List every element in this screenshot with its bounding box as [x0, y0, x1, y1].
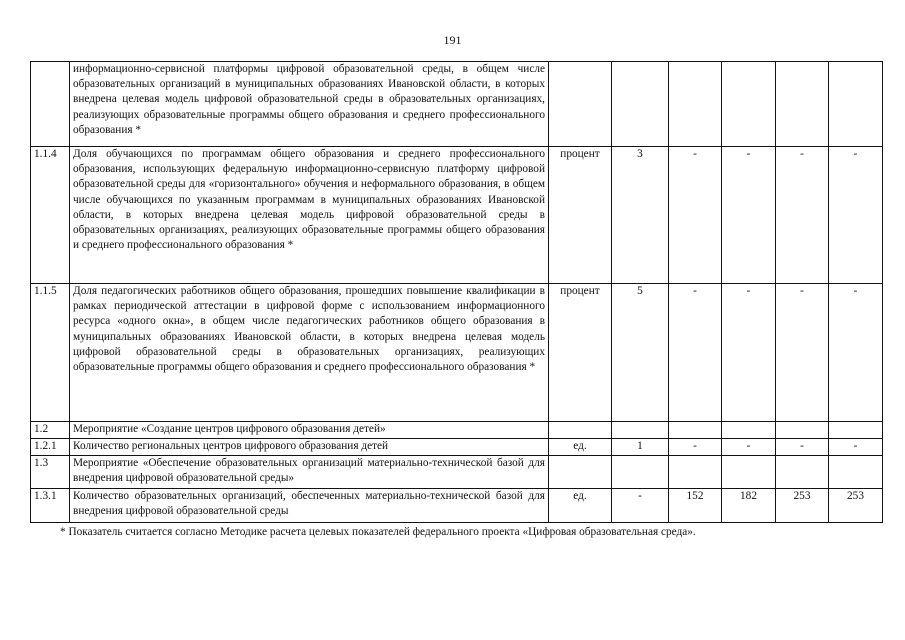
indicators-table	[30, 61, 883, 523]
year-2-value-cell	[722, 456, 776, 489]
unit-cell	[549, 456, 612, 489]
year-1-value-cell: 152	[669, 489, 722, 523]
row-number	[31, 62, 70, 147]
year-4-value-cell: -	[829, 284, 883, 422]
base-value-cell	[612, 62, 669, 147]
row-number: 1.1.5	[31, 284, 70, 422]
unit-cell: ед.	[549, 439, 612, 456]
unit-cell: процент	[549, 284, 612, 422]
unit-cell	[549, 422, 612, 439]
row-number: 1.3	[31, 456, 70, 489]
table-row	[31, 456, 883, 489]
year-2-value-cell: -	[722, 439, 776, 456]
base-value-cell: 3	[612, 147, 669, 284]
base-value-cell: 5	[612, 284, 669, 422]
base-value-cell: 1	[612, 439, 669, 456]
year-4-value-cell	[829, 422, 883, 439]
indicator-text: Доля обучающихся по программам общего образования и среднего профессионального образования, использующих федеральную информационно-сервисную платформу цифровой образовательной среды для «горизонтального» обучения и неформального образования, в общем числе обучающихся по указанным программам в муниципальных образованиях Ивановской области, в которых внедрена целевая модель цифровой образовательной среды в образовательных организациях, реализующих образовательные программы общего образования и среднего профессионального образования *	[70, 147, 549, 284]
unit-cell: процент	[549, 147, 612, 284]
year-4-value-cell: -	[829, 439, 883, 456]
indicator-text: Доля педагогических работников общего образования, прошедших повышение квалификации в рамках периодической аттестации в цифровой форме с использованием информационного ресурса «одного окна», в общем числе педагогических работников общего образования в муниципальных образованиях Ивановской области, в которых внедрена целевая модель цифровой образовательной среды в образовательных организациях, реализующих образовательные программы общего образования и среднего профессионального образования *	[70, 284, 549, 422]
base-value-cell: -	[612, 489, 669, 523]
row-number: 1.1.4	[31, 147, 70, 284]
year-2-value-cell: -	[722, 147, 776, 284]
table-row	[31, 62, 883, 147]
footnote: * Показатель считается согласно Методике расчета целевых показателей федерального проекта «Цифровая образовательная среда».	[60, 526, 696, 538]
year-4-value-cell	[829, 456, 883, 489]
table-row	[31, 489, 883, 523]
page-number: 191	[443, 33, 462, 47]
year-1-value-cell: -	[669, 147, 722, 284]
year-1-value-cell	[669, 62, 722, 147]
year-2-value-cell	[722, 62, 776, 147]
base-value-cell	[612, 422, 669, 439]
row-number: 1.3.1	[31, 489, 70, 523]
activity-text: Мероприятие «Создание центров цифрового образования детей»	[70, 422, 549, 439]
table-row	[31, 422, 883, 439]
year-4-value-cell	[829, 62, 883, 147]
table-row	[31, 284, 883, 422]
year-3-value-cell: -	[776, 284, 829, 422]
year-1-value-cell	[669, 456, 722, 489]
indicator-text: информационно-сервисной платформы цифровой образовательной среды, в общем числе образовательных организаций в муниципальных образованиях Ивановской области, в которых внедрена целевая модель цифровой образовательной среды в образовательных организациях, реализующих образовательные программы общего образования и среднего профессионального образования *	[70, 62, 549, 147]
year-3-value-cell: -	[776, 147, 829, 284]
year-2-value-cell	[722, 422, 776, 439]
year-2-value-cell: -	[722, 284, 776, 422]
year-3-value-cell: -	[776, 439, 829, 456]
year-1-value-cell	[669, 422, 722, 439]
year-1-value-cell: -	[669, 284, 722, 422]
unit-cell: ед.	[549, 489, 612, 523]
indicator-text: Количество образовательных организаций, обеспеченных материально-технической базой для внедрения цифровой образовательной среды	[70, 489, 549, 523]
unit-cell	[549, 62, 612, 147]
year-3-value-cell	[776, 62, 829, 147]
activity-text: Мероприятие «Обеспечение образовательных организаций материально-технической базой для внедрения цифровой образовательной среды»	[70, 456, 549, 489]
table-row	[31, 147, 883, 284]
year-4-value-cell: 253	[829, 489, 883, 523]
year-3-value-cell	[776, 422, 829, 439]
year-4-value-cell: -	[829, 147, 883, 284]
year-3-value-cell	[776, 456, 829, 489]
row-number: 1.2	[31, 422, 70, 439]
row-number: 1.2.1	[31, 439, 70, 456]
year-1-value-cell: -	[669, 439, 722, 456]
base-value-cell	[612, 456, 669, 489]
table-row	[31, 439, 883, 456]
indicator-text: Количество региональных центров цифрового образования детей	[70, 439, 549, 456]
year-2-value-cell: 182	[722, 489, 776, 523]
year-3-value-cell: 253	[776, 489, 829, 523]
